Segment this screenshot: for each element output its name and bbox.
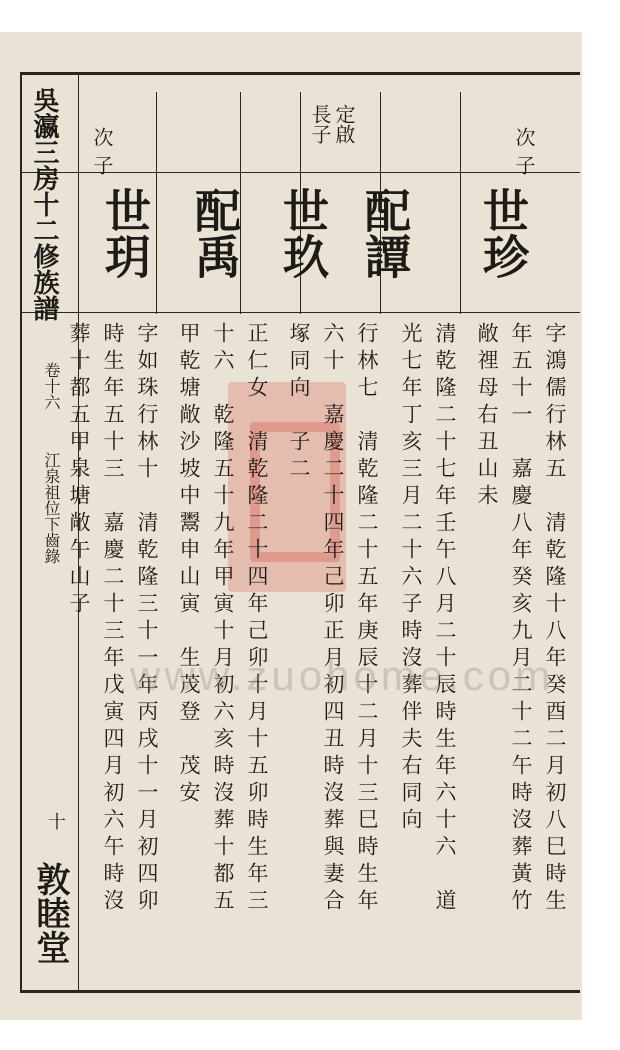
hall-name: 敦睦堂: [30, 862, 70, 964]
text-col-14: 葬十都五甲泉塘敞午山子: [67, 322, 91, 619]
col-divider-5: [460, 92, 461, 314]
text-col-9: 正仁女 清乾隆二十四年己卯十月十五卯時生年三: [245, 322, 269, 916]
rank-right: 次子: [512, 127, 536, 183]
text-col-11: 甲乾塘敞沙坡中鬻申山寅 生茂登 茂安: [177, 322, 201, 808]
rank-mid-a: 定啟: [332, 104, 356, 144]
bottom-border: [20, 990, 580, 993]
text-col-8: 塚同向 子二: [287, 322, 311, 484]
left-border: [20, 72, 22, 992]
text-col-2: 年五十一 嘉慶八年癸亥九月二十二午時沒葬黃竹: [509, 322, 533, 916]
text-col-6: 行林七 清乾隆二十五年庚辰十二月十三巳時生年: [355, 322, 379, 916]
website-watermark: www.zuohome.com: [130, 652, 555, 699]
name-peitan: 配譚: [358, 187, 412, 279]
book-title: 吳瀛三房十二修族譜: [29, 87, 59, 321]
section-label: 江泉祖位下齒錄: [42, 452, 61, 564]
text-col-4: 清乾隆二十七年壬午八月二十辰時生年六十六 道: [433, 322, 457, 916]
text-col-12: 字如珠行林十 清乾隆三十一年丙戌十一月初四卯: [135, 322, 159, 916]
rank-left: 次子: [90, 127, 114, 183]
genealogy-page: [0, 32, 582, 1020]
name-shijiu: 世玖: [276, 187, 330, 279]
text-col-10: 十六 乾隆五十九年甲寅十月初六亥時沒葬十都五: [211, 322, 235, 916]
page-number: 十: [45, 812, 66, 830]
name-shiyue: 世玥: [98, 187, 152, 279]
volume-label: 卷十六: [42, 362, 61, 410]
name-shizhen: 世珍: [476, 187, 530, 279]
name-peiyu: 配禹: [188, 187, 242, 279]
text-col-3: 敞𥚃母右丑山未: [475, 322, 499, 511]
rank-mid-b: 長子: [308, 104, 332, 144]
text-col-1: 字鴻儒行林五 清乾隆十八年癸酉二月初八巳時生: [543, 322, 567, 916]
text-col-7: 六十 嘉慶二十四年己卯正月初四丑時沒葬與妻合: [321, 322, 345, 916]
text-col-13: 時生年五十三 嘉慶二十三年戊寅四月初六午時沒: [101, 322, 125, 916]
top-border: [20, 72, 580, 75]
text-col-5: 光七年丁亥三月二十六子時沒葬伴夫右同向: [399, 322, 423, 835]
